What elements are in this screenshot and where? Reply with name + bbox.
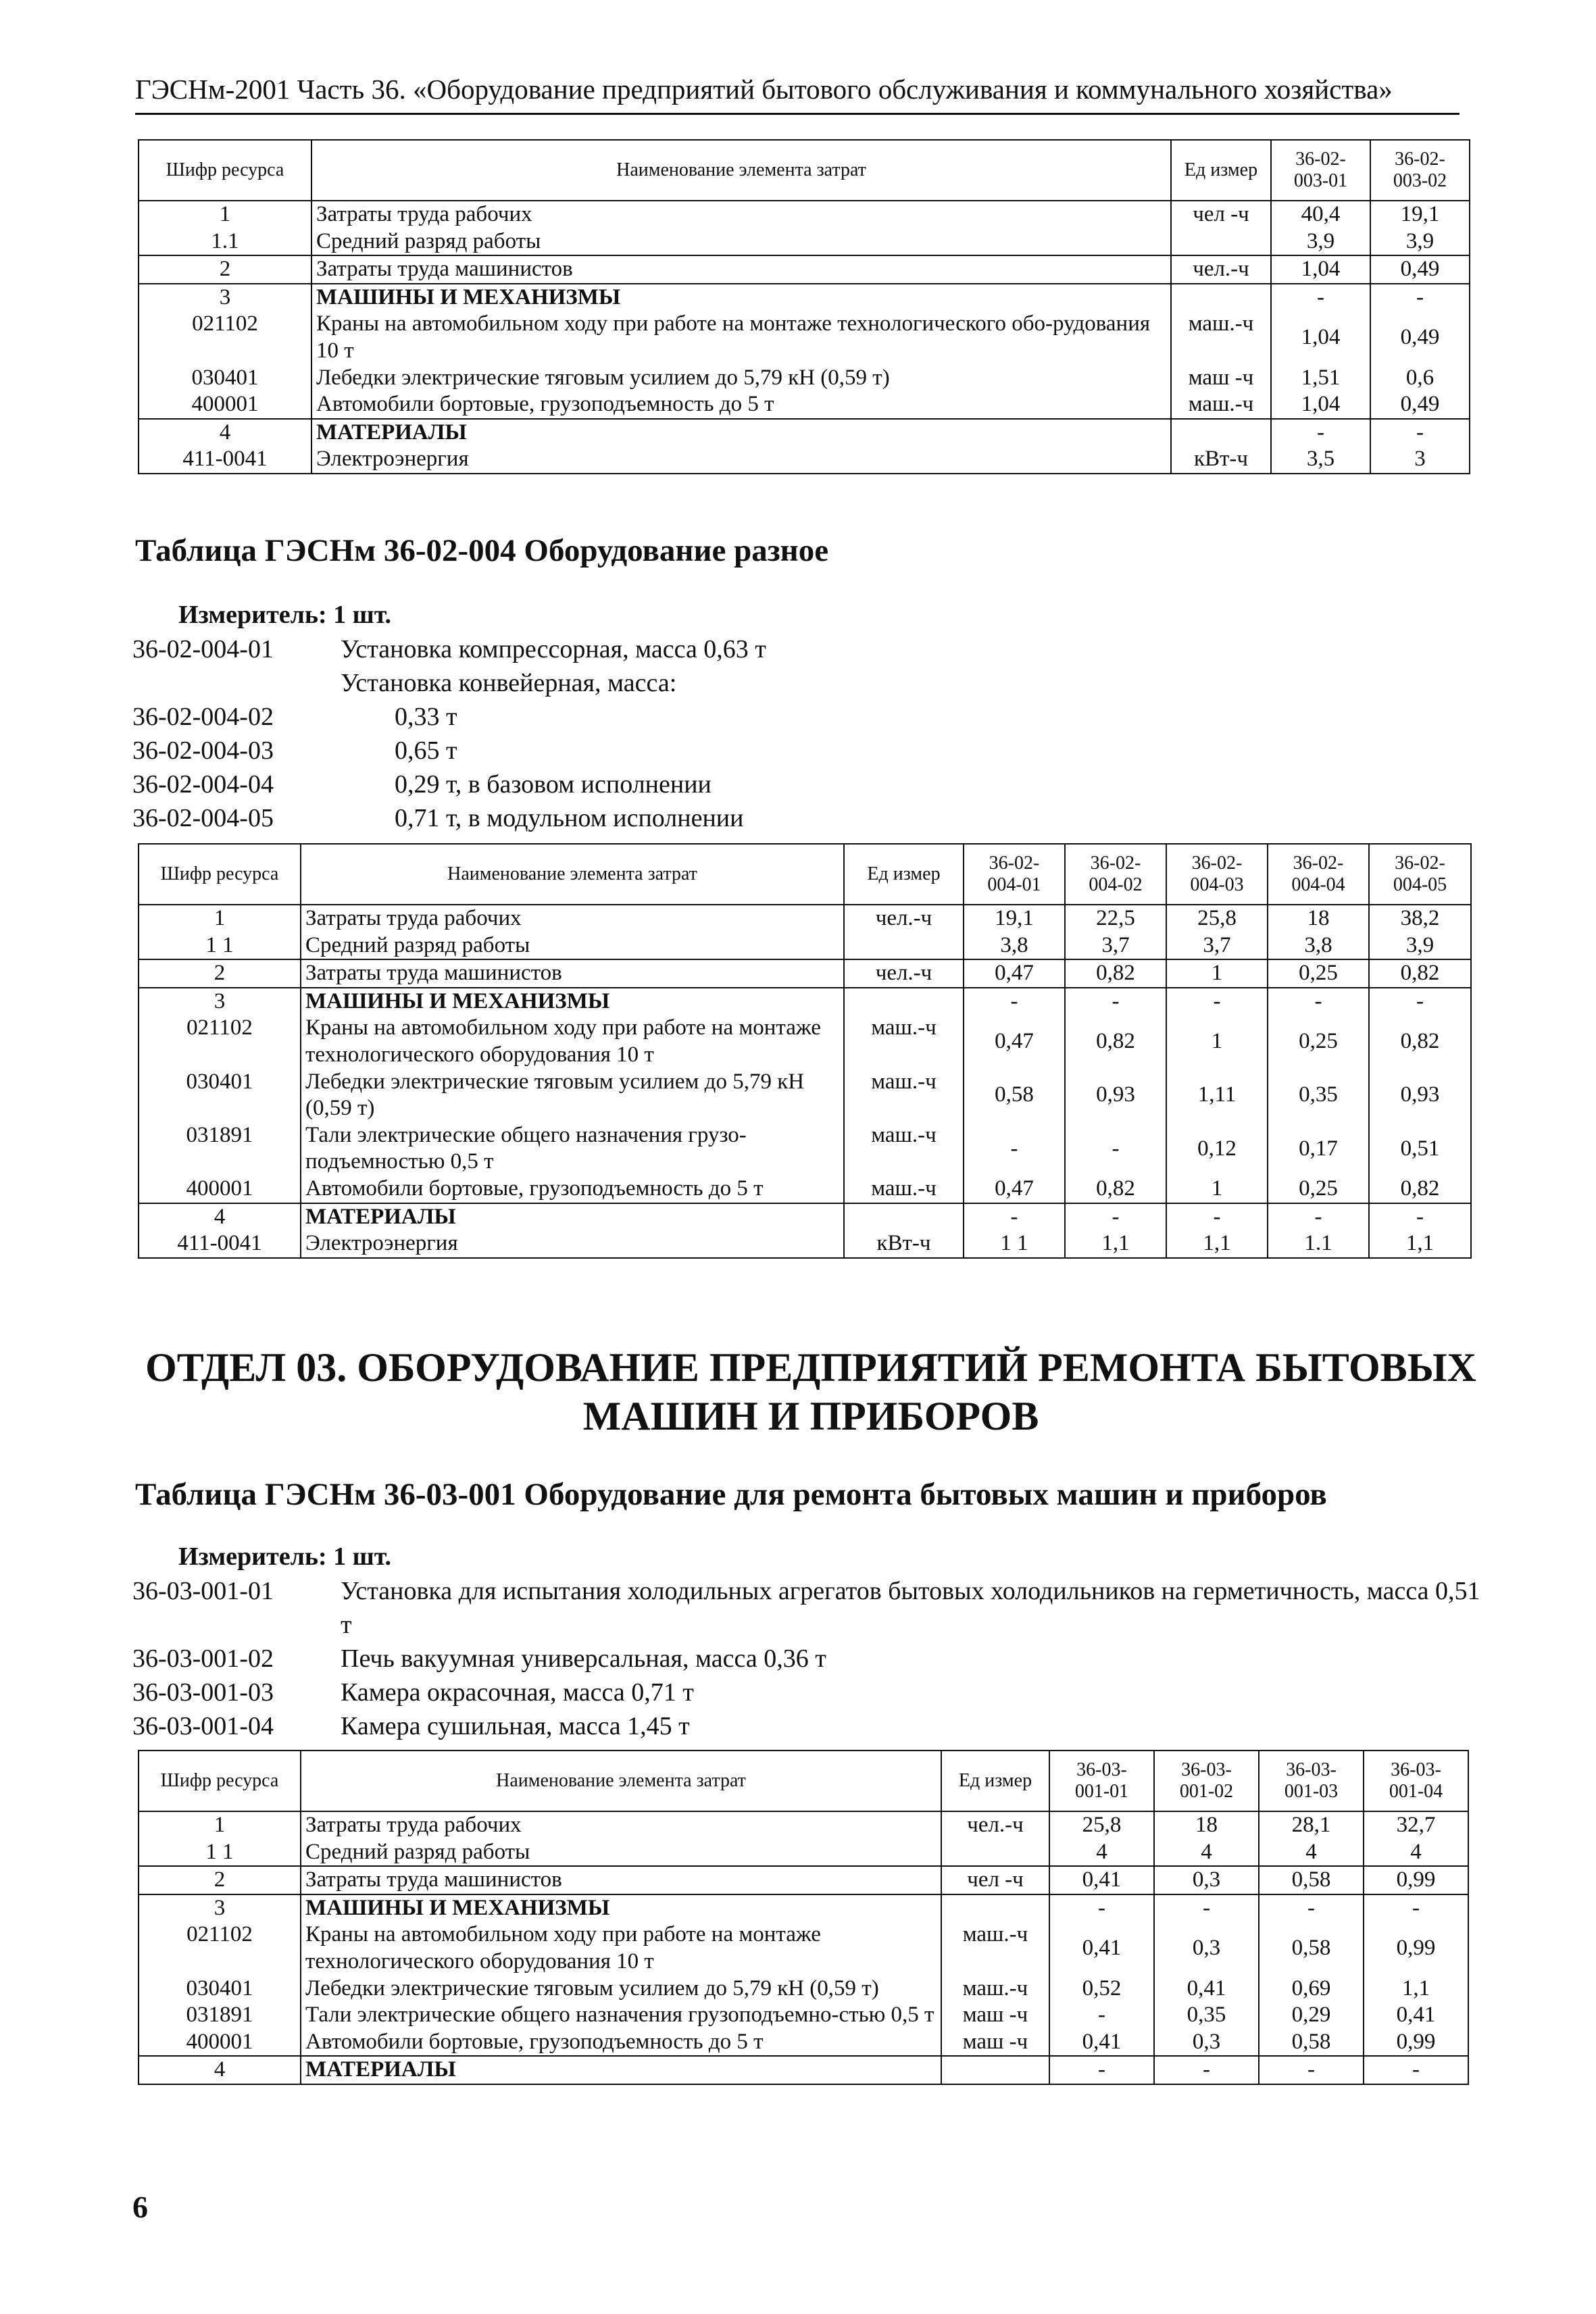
resource-code: 1 xyxy=(139,1811,301,1839)
table-row xyxy=(139,2002,1468,2029)
item-row xyxy=(132,632,1484,666)
col-header-code: Шифр ресурса xyxy=(139,844,301,905)
norm-value: 4 xyxy=(1154,1839,1259,1867)
col-header-norm: 36-02- 004-03 xyxy=(1166,844,1268,905)
norm-value: 4 xyxy=(1364,1839,1468,1867)
norm-value: - xyxy=(1259,1894,1364,1922)
item-row xyxy=(132,1676,1484,1709)
resource-name: Затраты труда машинистов xyxy=(301,1866,941,1894)
item-code: 36-02-004-01 xyxy=(132,635,274,663)
norm-value: 0,52 xyxy=(1049,1976,1154,2003)
resource-name: Затраты труда рабочих xyxy=(311,201,1171,228)
item-text: 0,71 т, в модульном исполнении xyxy=(395,804,744,832)
resource-name: Затраты труда рабочих xyxy=(301,905,844,932)
resource-name: МАТЕРИАЛЫ xyxy=(301,2056,941,2084)
norm-value: - xyxy=(1065,1122,1166,1176)
norm-value: - xyxy=(1259,2056,1364,2084)
norm-value: 0,41 xyxy=(1049,2029,1154,2057)
norm-value: 0,69 xyxy=(1259,1976,1364,2003)
item-text: 0,65 т xyxy=(395,736,457,765)
resource-name: Тали электрические общего назначения грузо-подъемностью 0,5 т xyxy=(301,1122,844,1176)
norm-value: 1 xyxy=(1166,1176,1268,1203)
item-text: 0,33 т xyxy=(395,703,457,731)
table-row xyxy=(139,228,1470,256)
norm-value: 0,58 xyxy=(1259,2029,1364,2057)
item-code: 36-03-001-04 xyxy=(132,1712,274,1740)
resource-code: 1 1 xyxy=(139,1839,301,1867)
resource-unit: маш -ч xyxy=(1171,365,1271,392)
resource-unit: чел.-ч xyxy=(941,1811,1049,1839)
norm-value: 3,5 xyxy=(1271,446,1370,474)
item-code: 36-03-001-02 xyxy=(132,1644,274,1673)
item-text: Камера окрасочная, масса 0,71 т xyxy=(341,1678,694,1707)
resource-name: Затраты труда машинистов xyxy=(301,959,844,988)
col-header-norm: 36-03- 001-04 xyxy=(1364,1751,1468,1811)
resource-code: 1.1 xyxy=(139,228,311,256)
resource-unit: маш -ч xyxy=(941,2002,1049,2029)
norm-value: 0,93 xyxy=(1065,1069,1166,1122)
norm-value: - xyxy=(1364,2056,1468,2084)
item-code: 36-03-001-01 xyxy=(132,1577,274,1605)
table-row xyxy=(139,255,1470,284)
resource-name: Краны на автомобильном ходу при работе на монтаже технологического оборудования 10 т xyxy=(301,1015,844,1068)
norm-value: 0,25 xyxy=(1268,1176,1369,1203)
norm-value: 0,3 xyxy=(1154,2029,1259,2057)
norm-value: - xyxy=(1369,1203,1471,1231)
resource-code: 1 1 xyxy=(139,932,301,960)
resource-unit xyxy=(1171,284,1271,311)
measure-unit-36-03-001: Измеритель: 1 шт. xyxy=(178,1542,392,1571)
norm-value: 0,93 xyxy=(1369,1069,1471,1122)
item-code: 36-02-004-03 xyxy=(132,736,274,765)
resource-code: 3 xyxy=(139,1894,301,1922)
resource-unit xyxy=(941,2056,1049,2084)
norm-value: 1,51 xyxy=(1271,365,1370,392)
norm-value: 22,5 xyxy=(1065,905,1166,932)
norm-value: 0,6 xyxy=(1370,365,1470,392)
resource-unit xyxy=(844,932,964,960)
table-row xyxy=(139,2056,1468,2084)
norm-value: 0,41 xyxy=(1364,2002,1468,2029)
norm-value: 0,99 xyxy=(1364,1866,1468,1894)
table-row xyxy=(139,284,1470,311)
table-row xyxy=(139,391,1470,419)
table-row xyxy=(139,365,1470,392)
norm-value: 0,58 xyxy=(1259,1921,1364,1975)
col-header-unit: Ед измер xyxy=(1171,140,1271,201)
norm-value: 40,4 xyxy=(1271,201,1370,228)
resource-unit: маш.-ч xyxy=(941,1976,1049,2003)
measure-unit-36-02-004: Измеритель: 1 шт. xyxy=(178,601,392,629)
resource-unit: чел.-ч xyxy=(844,905,964,932)
item-text: Установка компрессорная, масса 0,63 т xyxy=(341,635,766,663)
norm-value: 0,99 xyxy=(1364,1921,1468,1975)
norm-value: 0,29 xyxy=(1259,2002,1364,2029)
norm-value: - xyxy=(1268,988,1369,1015)
norm-value: 0,17 xyxy=(1268,1122,1369,1176)
col-header-code: Шифр ресурса xyxy=(139,1751,301,1811)
norm-value: 3,9 xyxy=(1370,228,1470,256)
resource-unit: кВт-ч xyxy=(844,1230,964,1258)
item-row xyxy=(132,1642,1484,1676)
norm-value: 0,82 xyxy=(1369,959,1471,988)
resource-code: 031891 xyxy=(139,2002,301,2029)
norm-value: 0,99 xyxy=(1364,2029,1468,2057)
norm-value: 0,51 xyxy=(1369,1122,1471,1176)
table-row xyxy=(139,932,1471,960)
resource-unit xyxy=(1171,419,1271,447)
resource-name: Лебедки электрические тяговым усилием до 5,79 кН (0,59 т) xyxy=(311,365,1171,392)
norm-value: 0,49 xyxy=(1370,311,1470,364)
norm-value: 38,2 xyxy=(1369,905,1471,932)
resource-unit xyxy=(1171,228,1271,256)
norm-value: - xyxy=(1364,1894,1468,1922)
resource-code: 030401 xyxy=(139,365,311,392)
resource-code: 2 xyxy=(139,1866,301,1894)
resource-code: 4 xyxy=(139,2056,301,2084)
norm-value: - xyxy=(1049,1894,1154,1922)
col-header-norm: 36-02- 003-02 xyxy=(1370,140,1470,201)
norm-value: 1 xyxy=(1166,959,1268,988)
running-header: ГЭСНм-2001 Часть 36. «Оборудование предприятий бытового обслуживания и коммунального хозяйства» xyxy=(135,73,1460,115)
resource-code: 021102 xyxy=(139,1921,301,1975)
norm-value: - xyxy=(1049,2002,1154,2029)
resource-code: 3 xyxy=(139,284,311,311)
table-row xyxy=(139,2029,1468,2057)
norm-value: 1,1 xyxy=(1364,1976,1468,2003)
table-title-36-02-004: Таблица ГЭСНм 36-02-004 Оборудование разное xyxy=(135,533,829,568)
resource-unit: маш.-ч xyxy=(844,1176,964,1203)
item-row xyxy=(132,768,1484,801)
norm-value: 32,7 xyxy=(1364,1811,1468,1839)
norm-value: 1,1 xyxy=(1065,1230,1166,1258)
item-code: 36-02-004-05 xyxy=(132,804,274,832)
resource-unit: маш.-ч xyxy=(844,1069,964,1122)
col-header-name: Наименование элемента затрат xyxy=(301,1751,941,1811)
resource-code: 400001 xyxy=(139,2029,301,2057)
norm-value: - xyxy=(1166,988,1268,1015)
norm-value: 0,35 xyxy=(1268,1069,1369,1122)
resource-code: 4 xyxy=(139,1203,301,1231)
col-header-norm: 36-02- 003-01 xyxy=(1271,140,1370,201)
norm-value: 0,35 xyxy=(1154,2002,1259,2029)
table-row xyxy=(139,905,1471,932)
norm-value: 0,25 xyxy=(1268,1015,1369,1068)
resource-name: Лебедки электрические тяговым усилием до 5,79 кН (0,59 т) xyxy=(301,1069,844,1122)
table-row xyxy=(139,1839,1468,1867)
resource-name: Автомобили бортовые, грузоподъемность до 5 т xyxy=(301,2029,941,2057)
page-number: 6 xyxy=(132,2190,148,2224)
department-heading: ОТДЕЛ 03. ОБОРУДОВАНИЕ ПРЕДПРИЯТИЙ РЕМОНТА БЫТОВЫХ МАШИН И ПРИБОРОВ xyxy=(145,1345,1476,1438)
norm-value: - xyxy=(1369,988,1471,1015)
col-header-norm: 36-03- 001-01 xyxy=(1049,1751,1154,1811)
norm-value: 0,82 xyxy=(1065,1015,1166,1068)
item-row xyxy=(132,666,1484,700)
table-row xyxy=(139,959,1471,988)
col-header-norm: 36-03- 001-03 xyxy=(1259,1751,1364,1811)
resource-name: МАШИНЫ И МЕХАНИЗМЫ xyxy=(311,284,1171,311)
resource-name: Затраты труда машинистов xyxy=(311,255,1171,284)
table-row xyxy=(139,1122,1471,1176)
norm-value: 0,47 xyxy=(964,959,1065,988)
resource-code: 021102 xyxy=(139,1015,301,1068)
norm-value: 1,04 xyxy=(1271,391,1370,419)
norm-value: 0,47 xyxy=(964,1015,1065,1068)
resource-unit: чел.-ч xyxy=(1171,255,1271,284)
resource-code: 021102 xyxy=(139,311,311,364)
resource-code: 3 xyxy=(139,988,301,1015)
resource-unit: чел.-ч xyxy=(844,959,964,988)
norm-value: 28,1 xyxy=(1259,1811,1364,1839)
resource-name: Электроэнергия xyxy=(301,1230,844,1258)
norm-value: 3,9 xyxy=(1369,932,1471,960)
resource-code: 031891 xyxy=(139,1122,301,1176)
col-header-unit: Ед измер xyxy=(941,1751,1049,1811)
col-header-norm: 36-02- 004-05 xyxy=(1369,844,1471,905)
resource-code: 411-0041 xyxy=(139,1230,301,1258)
norm-value: 3,8 xyxy=(1268,932,1369,960)
table-row xyxy=(139,1976,1468,2003)
table-row xyxy=(139,1203,1471,1231)
resource-code: 030401 xyxy=(139,1069,301,1122)
table-row xyxy=(139,419,1470,447)
item-list-36-02-004 xyxy=(132,632,1484,835)
item-row xyxy=(132,1709,1484,1743)
norm-value: 0,49 xyxy=(1370,255,1470,284)
table-row xyxy=(139,1069,1471,1122)
resource-unit: чел -ч xyxy=(1171,201,1271,228)
norm-value: - xyxy=(1065,988,1166,1015)
resource-unit xyxy=(941,1839,1049,1867)
norm-value: 3 xyxy=(1370,446,1470,474)
norm-value: - xyxy=(1271,284,1370,311)
resource-table-36-02-003 xyxy=(138,139,1470,474)
norm-value: 4 xyxy=(1049,1839,1154,1867)
norm-value: 1,1 xyxy=(1166,1230,1268,1258)
resource-table-36-03-001 xyxy=(138,1750,1469,2085)
norm-value: 3,8 xyxy=(964,932,1065,960)
norm-value: 1,1 xyxy=(1369,1230,1471,1258)
col-header-unit: Ед измер xyxy=(844,844,964,905)
norm-value: 3,7 xyxy=(1166,932,1268,960)
norm-value: 25,8 xyxy=(1166,905,1268,932)
norm-value: 0,12 xyxy=(1166,1122,1268,1176)
resource-name: МАШИНЫ И МЕХАНИЗМЫ xyxy=(301,988,844,1015)
norm-value: 3,7 xyxy=(1065,932,1166,960)
norm-value: - xyxy=(1049,2056,1154,2084)
item-row xyxy=(132,734,1484,768)
norm-value: 1,11 xyxy=(1166,1069,1268,1122)
col-header-norm: 36-02- 004-01 xyxy=(964,844,1065,905)
resource-unit xyxy=(844,1203,964,1231)
resource-code: 2 xyxy=(139,959,301,988)
table-row xyxy=(139,1015,1471,1068)
norm-value: 0,82 xyxy=(1369,1015,1471,1068)
norm-value: - xyxy=(1271,419,1370,447)
resource-unit: маш.-ч xyxy=(1171,391,1271,419)
norm-value: - xyxy=(964,1203,1065,1231)
table-row xyxy=(139,988,1471,1015)
norm-value: - xyxy=(1166,1203,1268,1231)
item-text: 0,29 т, в базовом исполнении xyxy=(395,770,712,799)
table-row xyxy=(139,311,1470,364)
norm-value: - xyxy=(1268,1203,1369,1231)
norm-value: 0,41 xyxy=(1049,1921,1154,1975)
norm-value: 0,41 xyxy=(1154,1976,1259,2003)
item-code xyxy=(132,666,341,700)
table-row xyxy=(139,1176,1471,1203)
resource-name: Средний разряд работы xyxy=(311,228,1171,256)
item-row xyxy=(132,1574,1484,1642)
resource-name: Лебедки электрические тяговым усилием до 5,79 кН (0,59 т) xyxy=(301,1976,941,2003)
resource-name: МАТЕРИАЛЫ xyxy=(301,1203,844,1231)
item-code: 36-02-004-04 xyxy=(132,770,274,799)
norm-value: 1 1 xyxy=(964,1230,1065,1258)
table-row xyxy=(139,1230,1471,1258)
norm-value: 4 xyxy=(1259,1839,1364,1867)
norm-value: 0,25 xyxy=(1268,959,1369,988)
table-row xyxy=(139,446,1470,474)
resource-name: МАШИНЫ И МЕХАНИЗМЫ xyxy=(301,1894,941,1922)
resource-unit: чел -ч xyxy=(941,1866,1049,1894)
table-row xyxy=(139,1921,1468,1975)
norm-value: 0,82 xyxy=(1065,959,1166,988)
norm-value: 0,82 xyxy=(1369,1176,1471,1203)
norm-value: - xyxy=(1065,1203,1166,1231)
resource-table-36-02-004 xyxy=(138,843,1472,1259)
norm-value: 0,41 xyxy=(1049,1866,1154,1894)
item-text: Камера сушильная, масса 1,45 т xyxy=(341,1712,690,1740)
norm-value: 1 xyxy=(1166,1015,1268,1068)
norm-value: 0,3 xyxy=(1154,1866,1259,1894)
norm-value: - xyxy=(1370,284,1470,311)
resource-name: Автомобили бортовые, грузоподъемность до 5 т xyxy=(301,1176,844,1203)
resource-name: МАТЕРИАЛЫ xyxy=(311,419,1171,447)
norm-value: - xyxy=(1154,2056,1259,2084)
resource-name: Средний разряд работы xyxy=(301,1839,941,1867)
col-header-code: Шифр ресурса xyxy=(139,140,311,201)
resource-name: Краны на автомобильном ходу при работе на монтаже технологического обо-рудования 10 т xyxy=(311,311,1171,364)
item-text: Установка для испытания холодильных агрегатов бытовых холодильников на герметичность, масса 0,51 т xyxy=(341,1577,1480,1639)
resource-unit: маш.-ч xyxy=(941,1921,1049,1975)
resource-name: Автомобили бортовые, грузоподъемность до 5 т xyxy=(311,391,1171,419)
norm-value: 0,58 xyxy=(1259,1866,1364,1894)
norm-value: 25,8 xyxy=(1049,1811,1154,1839)
resource-code: 030401 xyxy=(139,1976,301,2003)
norm-value: 0,58 xyxy=(964,1069,1065,1122)
resource-unit: маш.-ч xyxy=(844,1015,964,1068)
col-header-name: Наименование элемента затрат xyxy=(311,140,1171,201)
table-row xyxy=(139,1866,1468,1894)
norm-value: 0,49 xyxy=(1370,391,1470,419)
norm-value: - xyxy=(1370,419,1470,447)
item-row xyxy=(132,700,1484,734)
norm-value: 19,1 xyxy=(964,905,1065,932)
norm-value: 18 xyxy=(1154,1811,1259,1839)
norm-value: - xyxy=(964,1122,1065,1176)
table-title-36-03-001: Таблица ГЭСНм 36-03-001 Оборудование для ремонта бытовых машин и приборов xyxy=(135,1477,1327,1512)
norm-value: 19,1 xyxy=(1370,201,1470,228)
resource-unit: маш -ч xyxy=(941,2029,1049,2057)
norm-value: 1,04 xyxy=(1271,255,1370,284)
resource-name: Краны на автомобильном ходу при работе на монтаже технологического оборудования 10 т xyxy=(301,1921,941,1975)
resource-unit: маш.-ч xyxy=(844,1122,964,1176)
norm-value: 0,82 xyxy=(1065,1176,1166,1203)
norm-value: - xyxy=(964,988,1065,1015)
norm-value: - xyxy=(1154,1894,1259,1922)
resource-name: Затраты труда рабочих xyxy=(301,1811,941,1839)
resource-code: 1 xyxy=(139,905,301,932)
resource-name: Средний разряд работы xyxy=(301,932,844,960)
table-row xyxy=(139,201,1470,228)
item-text: Печь вакуумная универсальная, масса 0,36 т xyxy=(341,1644,826,1673)
resource-code: 1 xyxy=(139,201,311,228)
norm-value: 0,3 xyxy=(1154,1921,1259,1975)
resource-name: Электроэнергия xyxy=(311,446,1171,474)
resource-unit xyxy=(941,1894,1049,1922)
norm-value: 1,04 xyxy=(1271,311,1370,364)
resource-code: 400001 xyxy=(139,1176,301,1203)
table-row xyxy=(139,1811,1468,1839)
norm-value: 18 xyxy=(1268,905,1369,932)
col-header-name: Наименование элемента затрат xyxy=(301,844,844,905)
col-header-norm: 36-03- 001-02 xyxy=(1154,1751,1259,1811)
item-code: 36-02-004-02 xyxy=(132,703,274,731)
norm-value: 3,9 xyxy=(1271,228,1370,256)
item-text: Установка конвейерная, масса: xyxy=(341,669,677,697)
resource-code: 2 xyxy=(139,255,311,284)
resource-code: 411-0041 xyxy=(139,446,311,474)
resource-unit xyxy=(844,988,964,1015)
item-list-36-03-001 xyxy=(132,1574,1484,1743)
resource-unit: кВт-ч xyxy=(1171,446,1271,474)
item-row xyxy=(132,801,1484,835)
col-header-norm: 36-02- 004-02 xyxy=(1065,844,1166,905)
resource-code: 400001 xyxy=(139,391,311,419)
col-header-norm: 36-02- 004-04 xyxy=(1268,844,1369,905)
resource-unit: маш.-ч xyxy=(1171,311,1271,364)
table-row xyxy=(139,1894,1468,1922)
resource-name: Тали электрические общего назначения грузоподъемно-стью 0,5 т xyxy=(301,2002,941,2029)
item-code: 36-03-001-03 xyxy=(132,1678,274,1707)
norm-value: 1.1 xyxy=(1268,1230,1369,1258)
norm-value: 0,47 xyxy=(964,1176,1065,1203)
resource-code: 4 xyxy=(139,419,311,447)
